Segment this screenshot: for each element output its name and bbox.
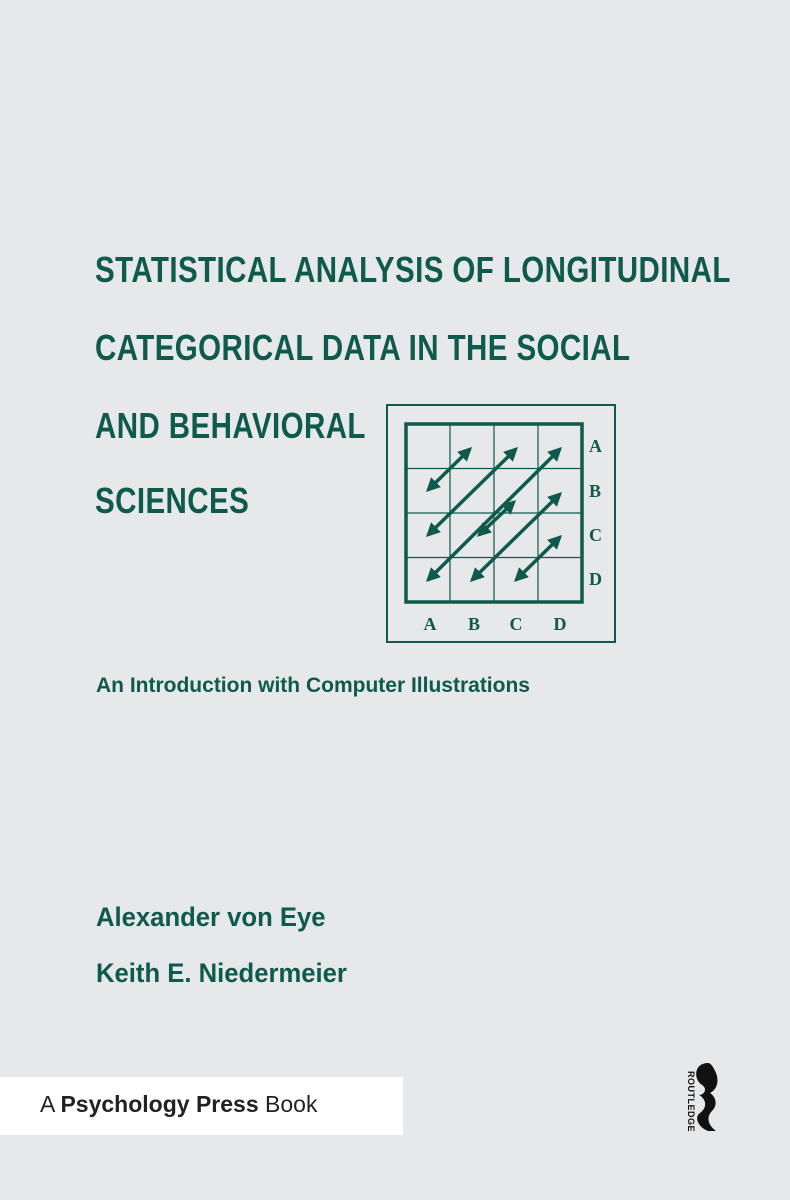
title-line-1: STATISTICAL ANALYSIS OF LONGITUDINAL bbox=[95, 249, 731, 290]
publisher-article: A bbox=[40, 1091, 55, 1117]
row-label-b: B bbox=[589, 481, 602, 501]
arrow-bd bbox=[472, 494, 560, 580]
transition-grid-diagram bbox=[386, 404, 616, 644]
publisher-band bbox=[0, 1077, 403, 1135]
title-line-4: SCIENCES bbox=[95, 480, 250, 521]
diagonal-arrows bbox=[428, 449, 560, 580]
subtitle: An Introduction with Computer Illustrations bbox=[96, 674, 530, 697]
col-label-a: A bbox=[423, 614, 437, 634]
arrow-ab bbox=[428, 449, 470, 490]
arrow-bc bbox=[479, 502, 514, 535]
column-labels bbox=[424, 614, 567, 634]
title-line-2: CATEGORICAL DATA IN THE SOCIAL bbox=[95, 327, 631, 368]
routledge-head-icon bbox=[696, 1063, 717, 1131]
author-1: Alexander von Eye bbox=[96, 902, 326, 932]
title-line-3: AND BEHAVIORAL bbox=[95, 405, 366, 446]
publisher-name: Psychology Press bbox=[60, 1091, 259, 1117]
col-label-b: B bbox=[467, 614, 481, 634]
routledge-wordmark: ROUTLEDGE bbox=[686, 1071, 696, 1133]
publisher-suffix: Book bbox=[265, 1091, 318, 1117]
col-label-d: D bbox=[553, 614, 567, 634]
row-labels bbox=[589, 436, 602, 589]
row-label-a: A bbox=[589, 436, 602, 456]
publisher-line bbox=[40, 1091, 317, 1118]
row-label-d: D bbox=[589, 569, 602, 589]
row-label-c: C bbox=[589, 525, 602, 545]
routledge-logo bbox=[668, 1055, 728, 1139]
author-2: Keith E. Niedermeier bbox=[96, 958, 347, 988]
col-label-c: C bbox=[509, 614, 523, 634]
arrow-ac bbox=[428, 449, 516, 535]
